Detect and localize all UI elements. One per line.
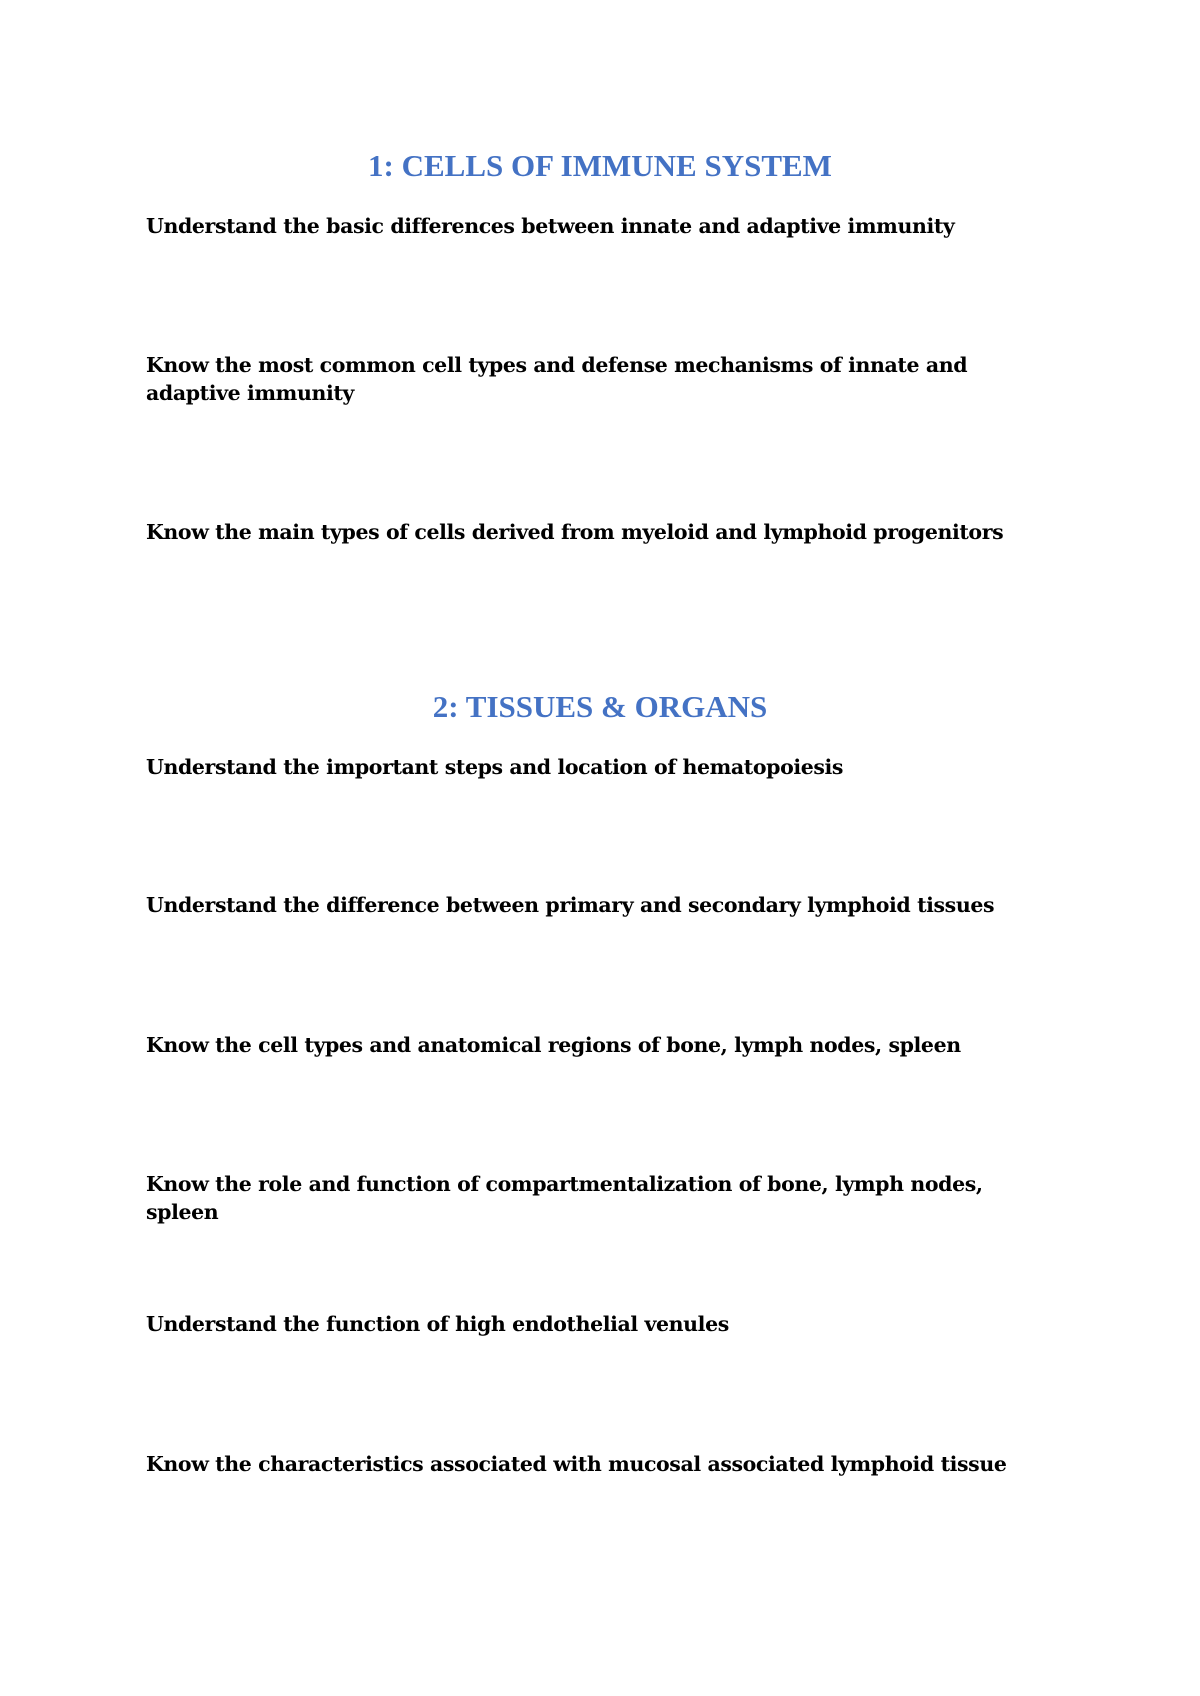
objective-compartmentalization: Know the role and function of compartmentalization of bone, lymph nodes, spleen — [146, 1172, 983, 1224]
objective-primary-secondary-lymphoid-tissues: Understand the difference between primary and secondary lymphoid tissues — [146, 893, 995, 917]
objective-mucosal-associated-lymphoid-tissue: Know the characteristics associated with mucosal associated lymphoid tissue — [146, 1452, 1007, 1476]
objective-high-endothelial-venules: Understand the function of high endothelial venules — [146, 1312, 729, 1336]
section-heading-cells-of-immune-system: 1: CELLS OF IMMUNE SYSTEM — [368, 148, 832, 183]
objective-cell-types-defense-mechanisms: Know the most common cell types and defense mechanisms of innate and adaptive immunity — [146, 353, 968, 405]
objective-cell-types-anatomical-regions: Know the cell types and anatomical regions of bone, lymph nodes, spleen — [146, 1033, 961, 1057]
objective-innate-vs-adaptive: Understand the basic differences between innate and adaptive immunity — [146, 214, 955, 238]
objective-myeloid-lymphoid-progenitors: Know the main types of cells derived from myeloid and lymphoid progenitors — [146, 520, 1004, 544]
objective-hematopoiesis: Understand the important steps and location of hematopoiesis — [146, 755, 844, 779]
section-heading-tissues-and-organs: 2: TISSUES & ORGANS — [432, 689, 768, 724]
